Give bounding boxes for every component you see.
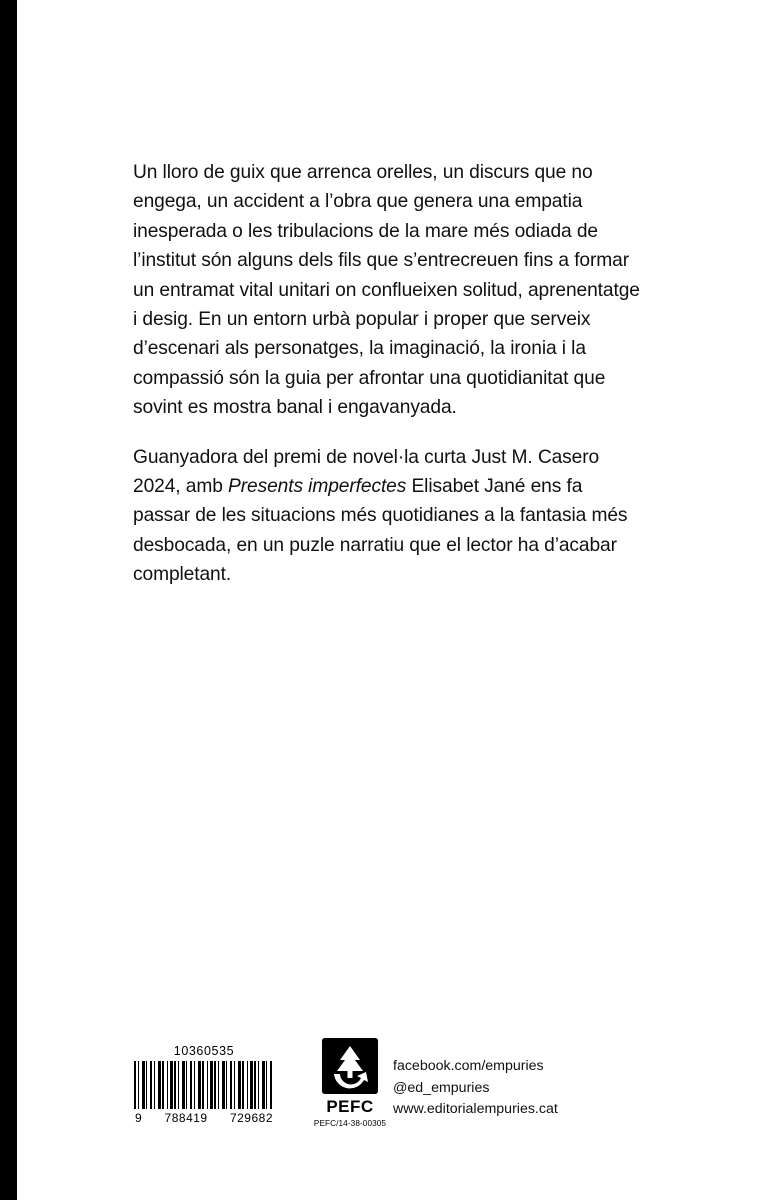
blurb-paragraph-2-pre: Guanyadora del premi de novel·la curta Just M. Casero 2024, amb xyxy=(133,446,600,498)
footer xyxy=(17,1030,769,1150)
pefc-certification-code: PEFC/14-38-00305 xyxy=(313,1119,387,1128)
barcode-block xyxy=(134,1044,274,1125)
website-link[interactable]: www.editorialempuries.cat xyxy=(393,1101,558,1117)
book-title-italic: Presents imperfectes xyxy=(228,476,407,498)
blurb-paragraph-2 xyxy=(133,443,641,590)
blurb-text xyxy=(133,158,641,590)
spine-strip xyxy=(0,0,17,1200)
barcode-top-number: 10360535 xyxy=(173,1044,235,1058)
facebook-link[interactable]: facebook.com/empuries xyxy=(393,1058,544,1074)
barcode-digits xyxy=(134,1111,274,1125)
pefc-tree-icon xyxy=(322,1038,378,1094)
barcode-digit-group-3: 729682 xyxy=(229,1111,273,1125)
blurb-paragraph-2-post: Elisabet Jané ens fa passar de les situacions més quotidianes a la fantasia més desbocada, en un puzle narratiu que el lector ha d’acabar completant. xyxy=(133,476,628,586)
barcode-bars xyxy=(134,1061,274,1109)
pefc-wordmark: PEFC xyxy=(326,1097,374,1116)
back-cover-page xyxy=(17,0,769,1200)
twitter-handle[interactable]: @ed_empuries xyxy=(393,1079,490,1096)
publisher-links xyxy=(393,1056,558,1121)
blurb-paragraph-1: Un lloro de guix que arrenca orelles, un discurs que no engega, un accident a l’obra que genera una empatia inesperada o les tribulacions de la mare més odiada de l’institut són alguns dels fils que s’entrecreuen fins a formar un entramat vital unitari on conflueixen solitud, aprenentatge i desig. En un entorn urbà popular i proper que serveix d’escenari als personatges, la imaginació, la ironia i la compassió són la guia per afrontar una quotidianitat que sovint es mostra banal i engavanyada. xyxy=(133,162,640,419)
barcode-digit-group-1: 9 xyxy=(135,1111,143,1125)
barcode-digit-group-2: 788419 xyxy=(164,1111,208,1125)
pefc-logo xyxy=(313,1038,387,1128)
